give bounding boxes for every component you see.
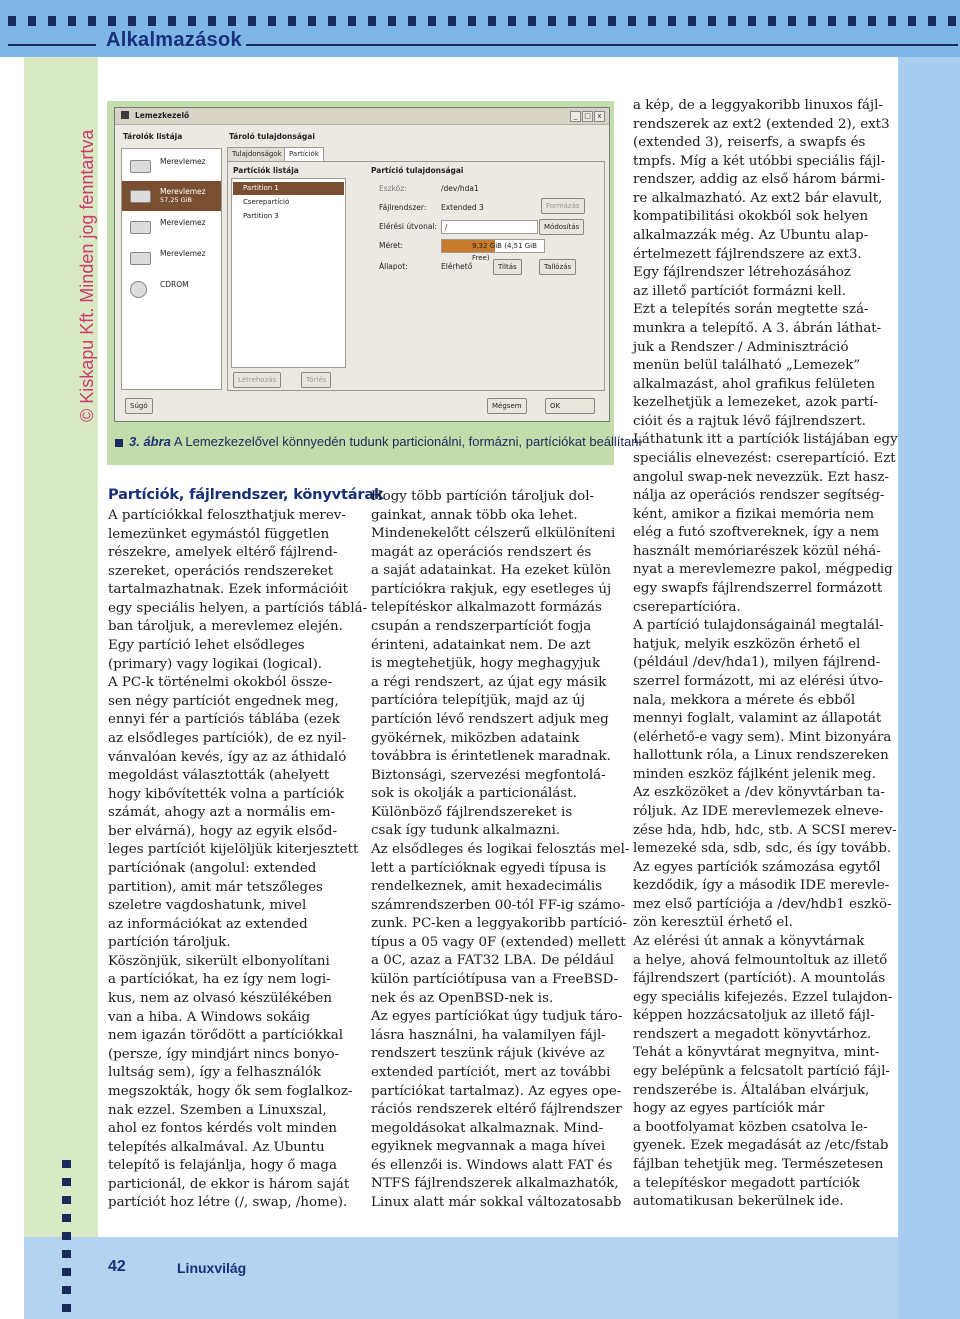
text-line: speciális elnevezést: cserepartíció. Ezt (633, 450, 896, 466)
text-line: megszokták, hogy ők sem foglalkoz- (108, 1083, 353, 1099)
text-line: egy belépünk a felcsatolt partíció fájl- (633, 1064, 890, 1080)
maximize-icon[interactable]: □ (582, 111, 593, 122)
app-icon (121, 111, 129, 119)
path-field[interactable]: / (441, 220, 538, 234)
disable-button[interactable]: Tiltás (493, 259, 522, 275)
device-label: Merevlemez (160, 187, 206, 196)
text-line: Láthatunk itt a partíciók listájában egy (633, 432, 898, 448)
text-line: megoldásokat alkalmaznak. Mind- (371, 1120, 604, 1136)
text-line: róljuk. Az IDE merevlemezek elneve- (633, 803, 884, 819)
text-line: lásra használni, ha valamilyen fájl- (371, 1027, 606, 1043)
text-line: sen négy partíciót engednek meg, (108, 693, 339, 709)
device-properties-header: Tároló tulajdonságai (229, 132, 315, 141)
text-line: zunk. PC-ken a leggyakoribb partíció- (371, 916, 628, 932)
figure-number: 3. ábra (129, 434, 171, 449)
text-line: a saját adatainkat. Ha ezeket külön (371, 563, 611, 579)
text-line: megoldást választották (ahelyett (108, 768, 330, 784)
cdrom-icon (130, 281, 147, 298)
text-line: rendelkeznek, amit hexadecimális (371, 879, 603, 895)
text-line: vánvalóan kevés, így az az áthidaló (108, 749, 347, 765)
text-line: és ellenzői is. Windows alatt FAT és (371, 1157, 613, 1173)
text-column-3 (633, 97, 898, 1212)
text-line: alkalmazást, ahol grafikus felületen (633, 376, 876, 392)
left-square-column (62, 1160, 71, 1312)
copyright-notice: © Kiskapu Kft. Minden jog fenntartva (77, 129, 97, 422)
text-line: is megtehetjük, hogy meghagyjuk (371, 656, 601, 672)
text-line: sok is okolják a particionálást. (371, 786, 577, 802)
help-button[interactable]: Súgó (125, 398, 153, 414)
ok-button[interactable]: OK (545, 398, 595, 414)
text-line: kezelhetjük a lemezeket, azok partí- (633, 395, 878, 411)
text-line: particionál, de ekkor is három saját (108, 1176, 350, 1192)
device-item[interactable] (122, 274, 221, 304)
text-line: tmpfs. Míg a két utóbbi speciális fájl- (633, 153, 886, 169)
text-line: partíciónak (angolul: extended (108, 860, 317, 876)
text-line: nek és az OpenBSD-nek is. (371, 990, 554, 1006)
text-line: használt memóriarészek közül néhá- (633, 543, 881, 559)
device-list (121, 148, 222, 390)
text-line: telepítés alkalmával. Az Ubuntu (108, 1139, 325, 1155)
text-line: cióit és a rajtuk lévő fájlrendszert. (633, 413, 866, 429)
text-line: alkalmazzák még. Az Ubuntu alap- (633, 228, 869, 244)
text-line: hallottunk róla, a Linux rendszereken (633, 748, 889, 764)
text-line: tartalmazhatnak. Ezek információit (108, 582, 349, 598)
device-item-selected[interactable] (122, 181, 221, 211)
text-line: szerrel formázott, mi az elérési útvo- (633, 673, 884, 689)
text-line: Biztonsági, szervezési megfontolá- (371, 767, 606, 783)
text-line: partíción lévő rendszert adjuk meg (371, 711, 609, 727)
partition-item-selected[interactable]: Partition 1 (233, 182, 344, 195)
status-field-value: Elérhető (441, 262, 473, 271)
text-line: (elérhető-e vagy sem). Mint bizonyára (633, 729, 892, 745)
header-rule-left (8, 44, 96, 46)
text-line: elég a futó szoftvereknek, így a nem (633, 525, 880, 541)
partition-item[interactable]: Partition 3 (243, 212, 279, 220)
status-field-label: Állapot: (379, 262, 408, 271)
text-line: nala, mekkora a mérete és ebből (633, 692, 856, 708)
text-line: egy swapfs fájlrendszerrel formázott (633, 581, 883, 597)
text-line: partícióra telepítjük, majd az új (371, 693, 585, 709)
text-line: a helye, ahová felmountoltuk az illető (633, 952, 888, 968)
text-line: Köszönjük, sikerült elbonyolítani (108, 953, 330, 969)
tab-partitions[interactable]: Partíciók (284, 147, 324, 162)
text-line: a partíciókat, ha ez így nem logi- (108, 972, 331, 988)
text-line: rendszert teszünk rájuk (kivéve az (371, 1046, 605, 1062)
text-line: részekre, amelyek eltérő fájlrend- (108, 545, 338, 561)
text-line: csak így tudunk alkalmazni. (371, 823, 561, 839)
partition-item[interactable]: Cserepartíció (243, 198, 290, 206)
text-line: Az elérési út annak a könyvtárnak (633, 934, 865, 950)
text-line: gainkat, annak több oka lehet. (371, 507, 578, 523)
text-line: Különböző fájlrendszereket is (371, 804, 573, 820)
text-line: Hogy több partíción tároljuk dol- (371, 489, 595, 504)
text-line: lett a partícióknak egyedi típusa is (371, 860, 607, 876)
text-line: Egy partíció lehet elsődleges (108, 638, 305, 654)
text-line: ként, amikor a fizikai memória nem (633, 506, 875, 522)
partition-list (231, 178, 346, 368)
text-line: lemezünket egymástól független (108, 526, 330, 542)
partition-props-header: Partíció tulajdonságai (371, 166, 464, 175)
device-size: 57,25 GiB (160, 196, 192, 204)
window-titlebar (115, 108, 609, 125)
device-item[interactable] (122, 243, 221, 273)
text-line: A partíciókkal feloszthatjuk merev- (108, 508, 346, 523)
text-line: partíciókat tartalmaz). Az egyes ope- (371, 1083, 622, 1099)
text-line: az információkat az extended (108, 916, 308, 932)
text-line: a bootfolyamat közben csatolva le- (633, 1119, 868, 1135)
text-line: juk a Rendszer / Adminisztráció (633, 339, 849, 355)
text-line: egy speciális helyen, a partíciós táblá- (108, 600, 368, 616)
footer-band (24, 1237, 898, 1319)
text-line: munkra a telepítő. A 3. ábrán láthat- (633, 320, 882, 336)
text-line: Tehát a könyvtárat megnyitva, mint- (633, 1045, 880, 1061)
text-line: A PC-k történelmi okokból össze- (108, 675, 333, 691)
text-line: Mindenekelőtt célszerű elkülöníteni (371, 526, 616, 542)
text-line: nak ezzel. Szemben a Linuxszal, (108, 1102, 327, 1118)
device-label: Merevlemez (160, 249, 206, 258)
text-line: (például /dev/hda1), milyen fájlrend- (633, 655, 881, 671)
text-line: gyenek. Ezek megadását az /etc/fstab (633, 1138, 889, 1154)
size-field-label: Méret: (379, 241, 404, 250)
path-field-label: Elérési útvonal: (379, 222, 438, 231)
text-line: ban tároljuk, a merevlemez elején. (108, 619, 343, 635)
text-line: hogy az egyes partíciók már (633, 1101, 825, 1117)
format-button[interactable]: Formázás (541, 198, 585, 214)
device-label: Merevlemez (160, 218, 206, 227)
text-line: lultság sem), így a felhasználók (108, 1065, 322, 1081)
device-field-value: /dev/hda1 (441, 184, 479, 193)
text-line: angolul swap-nek nevezzük. Ezt hasz- (633, 469, 889, 485)
device-label: Merevlemez (160, 157, 206, 166)
text-line: kus, nem az olvasó készülékében (108, 991, 332, 1007)
article-heading: Partíciók, fájlrendszer, könyvtárak (108, 486, 384, 503)
disk-manager-screenshot (114, 107, 610, 422)
text-line: a 0C, azaz a FAT32 LBA. De például (371, 953, 614, 969)
text-line: re alkalmazható. Az ext2 bár elavult, (633, 190, 883, 206)
text-column-2 (371, 488, 630, 1213)
text-line: szereket, operációs rendszereket (108, 563, 334, 579)
text-line: leges partíciót kijelöljük kiterjesztett (108, 842, 359, 858)
text-line: Egy fájlrendszer létrehozásához (633, 265, 851, 281)
text-line: értelmezett fájlrendszere az ext3. (633, 246, 862, 262)
cancel-button[interactable]: Mégsem (487, 398, 527, 414)
header-rule-right (246, 44, 958, 46)
text-line: hatjuk, melyik eszközön érhető el (633, 636, 861, 652)
text-line: partíciót hoz létre (/, swap, /home). (108, 1195, 348, 1211)
text-line: képpen hozzácsatoljuk az illető fájl- (633, 1008, 875, 1024)
tab-properties[interactable]: Tulajdonságok (227, 147, 287, 162)
harddisk-icon (130, 190, 151, 203)
text-line: kezdődik, így a második IDE merevle- (633, 878, 890, 894)
text-line: zön keresztül érhető el. (633, 915, 793, 931)
text-line: csupán a rendszerpartíciót fogja (371, 619, 592, 635)
text-line: (persze, így mindjárt nincs bonyo- (108, 1046, 340, 1062)
text-line: továbbra is érintetlenek maradnak. (371, 749, 611, 765)
modify-button[interactable]: Módosítás (539, 219, 584, 235)
text-line: minden eszköz fájlként jelenik meg. (633, 766, 877, 782)
text-line: extended partíciót, mert az további (371, 1064, 611, 1080)
device-label: CDROM (160, 280, 189, 289)
text-line: Linux alatt már sokkal változatosabb (371, 1194, 622, 1210)
text-line: (primary) vagy logikai (logical). (108, 656, 323, 672)
text-line: rendszerébe is. Általában elvárjuk, (633, 1082, 870, 1098)
text-line: magát az operációs rendszert és (371, 544, 592, 560)
text-line: számát, ahogy azt a normális em- (108, 805, 336, 821)
text-line: telepítéskor alkalmazott formázás (371, 600, 602, 616)
text-line: Az elsődleges és logikai felosztás mel- (371, 841, 630, 857)
filesystem-field-label: Fájlrendszer: (379, 203, 427, 212)
text-line: van a hiba. A Windows sokáig (108, 1009, 311, 1025)
right-margin-band (898, 57, 960, 1319)
partition-list-header: Partíciók listája (233, 166, 299, 175)
section-title: Alkalmazások (106, 29, 242, 51)
devices-header: Tárolók listája (123, 132, 183, 141)
text-line: telepítő is felajánlja, hogy ő maga (108, 1158, 337, 1174)
caption-square (115, 439, 123, 447)
harddisk-icon (130, 221, 151, 234)
harddisk-icon (130, 160, 151, 173)
device-item[interactable] (122, 212, 221, 242)
text-line: partíciókra rakjuk, egy esetleges új (371, 581, 612, 597)
text-line: Ezt a telepítés során megtette szá- (633, 302, 869, 318)
text-line: kompatibilitási okokból sok helyen (633, 209, 869, 225)
text-line: ber elvárná), hogy az egyik elsőd- (108, 823, 337, 839)
text-line: Az eszközöket a /dev könyvtárban ta- (633, 785, 885, 801)
text-line: hogy kibővítették volna a partíciók (108, 786, 344, 802)
harddisk-icon (130, 252, 151, 265)
text-column-1 (108, 507, 367, 1213)
text-line: lemezeké sda, sdb, sdc, és így tovább. (633, 841, 892, 857)
text-line: számrendszerben 00-tól FF-ig számo- (371, 897, 626, 913)
text-line: Az egyes partíciókat úgy tudjuk táro- (371, 1009, 623, 1025)
text-line: nálja az operációs rendszer segítség- (633, 488, 885, 504)
text-line: automatikusan bekerülnek ide. (633, 1194, 844, 1210)
text-line: a régi rendszert, az újat egy másik (371, 674, 607, 690)
text-line: rációs rendszerek eltérő fájlrendszer (371, 1102, 622, 1118)
magazine-name: Linuxvilág (177, 1260, 247, 1276)
text-line: partíción tároljuk. (108, 935, 231, 951)
page-number: 42 (108, 1258, 126, 1275)
usage-meter (441, 239, 545, 262)
text-line: zése hda, hdb, hdc, stb. A SCSI merev- (633, 822, 897, 838)
text-line: ahol ez fontos kérdés volt minden (108, 1121, 337, 1137)
text-line: mez első partíciója a /dev/hdb1 eszkö- (633, 896, 892, 912)
text-line: gyökérnek, miközben adataink (371, 730, 580, 746)
text-line: mennyi foglalt, valamint az állapotát (633, 711, 882, 727)
text-line: partition), amit már tetszőleges (108, 879, 323, 895)
close-icon[interactable]: x (594, 111, 605, 122)
text-line: NTFS fájlrendszerek alkalmazhatók, (371, 1176, 619, 1192)
text-line: egy speciális kifejezés. Ezzel tulajdon- (633, 989, 893, 1005)
minimize-icon[interactable]: _ (570, 111, 581, 122)
text-line: rendszer, addig az első három bármi- (633, 172, 886, 188)
text-line: típus a 05 vagy 0F (extended) mellett (371, 934, 626, 950)
window-title: Lemezkezelő (135, 111, 190, 120)
text-line: nem igazán törődött a partíciókkal (108, 1028, 344, 1044)
text-line: Az egyes partíciók számozása egytől (633, 859, 881, 875)
text-line: (extended 3), reiserfs, a swapfs és (633, 135, 866, 151)
text-line: az illető partíciót formázni kell. (633, 283, 847, 299)
text-line: fájlban tehetjük meg. Természetesen (633, 1156, 884, 1172)
text-line: ennyi fér a partíciós táblába (ezek (108, 712, 340, 728)
text-line: a telepítéskor megadott partíciók (633, 1175, 861, 1191)
create-button[interactable]: Létrehozás (233, 372, 281, 388)
delete-button[interactable]: Törlés (301, 372, 331, 388)
text-line: rendszert a megadott könyvtárhoz. (633, 1026, 872, 1042)
text-line: rendszerek az ext2 (extended 2), ext3 (633, 116, 890, 132)
text-line: nyat a merevlemezre pakol, mégpedig (633, 562, 893, 578)
device-field-label: Eszköz: (379, 184, 407, 193)
figure-caption (115, 434, 641, 449)
header-square-row (8, 16, 958, 26)
filesystem-field-value: Extended 3 (441, 203, 484, 212)
text-line: a kép, de a leggyakoribb linuxos fájl- (633, 98, 883, 113)
size-field-value: 9,32 GiB (4,51 GiB Free) (472, 242, 537, 262)
text-line: érinteni, adatainkat nem. De azt (371, 637, 591, 653)
figure-caption-text: A Lemezkezelővel könnyedén tudunk particionálni, formázni, partíciókat beállítani (173, 434, 642, 449)
text-line: cserepartícióra. (633, 599, 741, 615)
text-line: egyiknek megvannak a maga hívei (371, 1139, 606, 1155)
text-line: A partíció tulajdonságainál megtalál- (633, 618, 884, 634)
browse-button[interactable]: Tallózás (539, 259, 576, 275)
text-line: külön partíciótípusa van a FreeBSD- (371, 972, 619, 988)
text-line: menün belül található „Lemezek” (633, 358, 861, 374)
text-line: szeletre vagdoshatunk, mivel (108, 898, 307, 914)
text-line: az elsődleges partíciók), de ez nyil- (108, 730, 347, 746)
device-item[interactable] (122, 151, 221, 181)
text-line: fájlrendszert (partíciót). A mountolás (633, 971, 886, 987)
